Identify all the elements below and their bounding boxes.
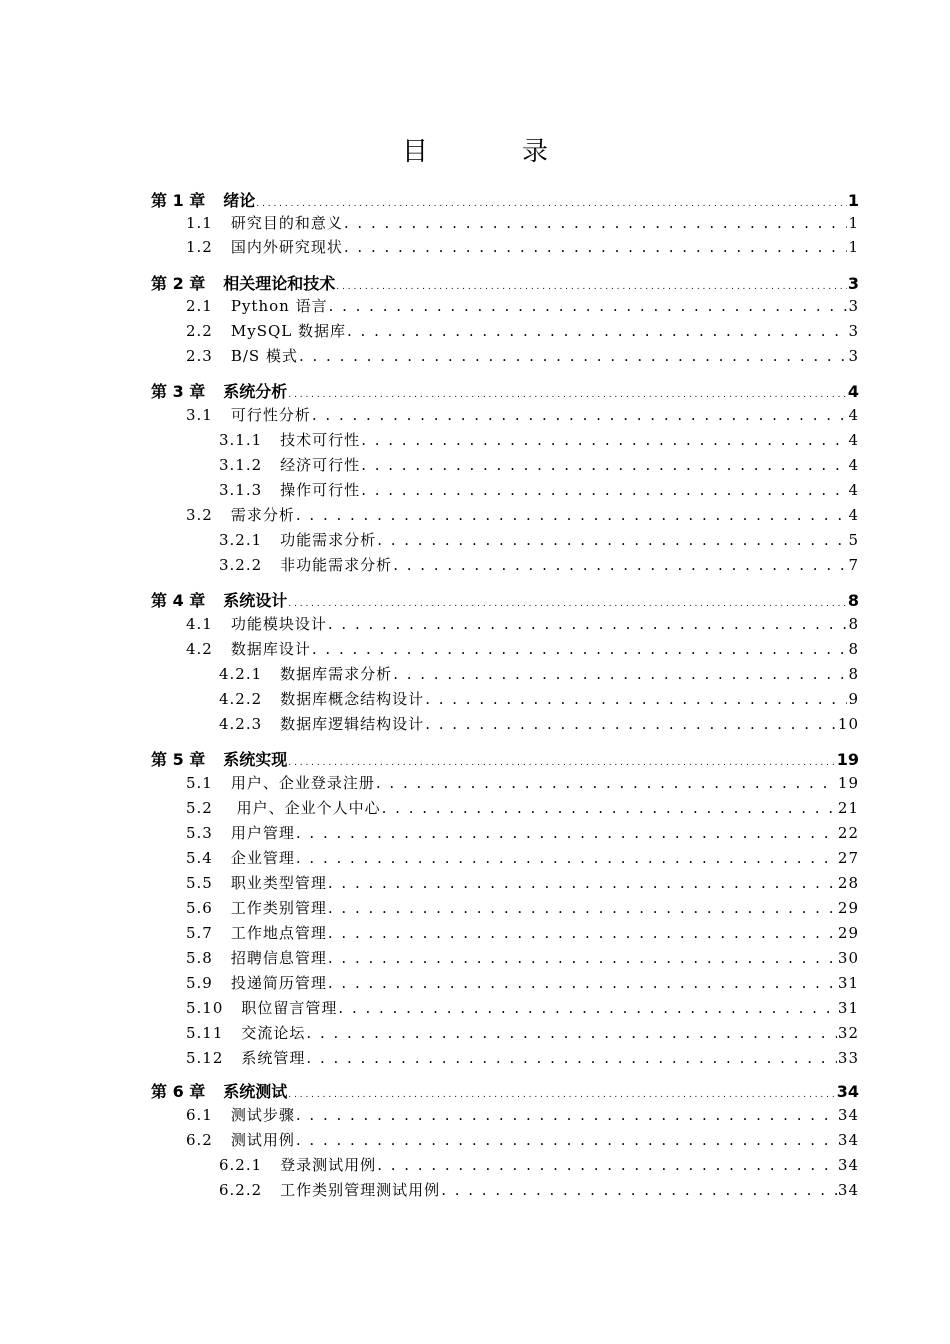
- toc-entry-label: 登录测试用例: [280, 1156, 377, 1174]
- toc-page-number: 34: [837, 1181, 859, 1199]
- toc-entry-title: [186, 972, 327, 993]
- toc-leader-dots: [328, 949, 837, 967]
- toc-leader-dots: [288, 599, 847, 609]
- toc-leader-dots: [382, 799, 837, 817]
- toc-entry-title: [151, 588, 287, 611]
- toc-leader-dots: [328, 924, 837, 942]
- toc-entry-label: Python 语言: [230, 297, 328, 315]
- toc-entry-label: 非功能需求分析: [280, 556, 393, 574]
- toc-entry-title: [186, 504, 295, 525]
- toc-entry-number: 5.2: [186, 799, 213, 817]
- toc-entry-title: [186, 847, 295, 868]
- toc-entry[interactable]: [219, 1154, 859, 1178]
- toc-page-number: 30: [837, 949, 859, 967]
- toc-entry[interactable]: [219, 529, 859, 553]
- toc-entry-title: [186, 1104, 295, 1125]
- toc-entry-number: 5.1: [186, 774, 213, 792]
- toc-entry-title: [219, 688, 424, 709]
- toc-leader-dots: [328, 874, 837, 892]
- toc-entry[interactable]: [151, 188, 859, 212]
- toc-entry-label: 功能模块设计: [230, 615, 327, 633]
- toc-entry-title: [186, 1022, 305, 1043]
- toc-page-number: 31: [837, 974, 859, 992]
- toc-entry[interactable]: [186, 922, 859, 946]
- toc-entry-number: 第 4 章: [151, 591, 206, 610]
- toc-entry-number: 5.6: [186, 899, 213, 917]
- toc-entry[interactable]: [186, 972, 859, 996]
- toc-page-number: 3: [848, 297, 859, 315]
- toc-entry-title: [186, 638, 311, 659]
- toc-entry-label: 国内外研究现状: [230, 238, 343, 256]
- toc-entry[interactable]: [151, 271, 859, 295]
- toc-entry[interactable]: [219, 554, 859, 578]
- toc-entry-label: 工作类别管理测试用例: [280, 1181, 441, 1199]
- toc-entry[interactable]: [219, 429, 859, 453]
- toc-page-number: 31: [837, 999, 859, 1017]
- toc-page-number: 1: [847, 191, 859, 210]
- toc-leader-dots: [361, 456, 847, 474]
- toc-page-number: 8: [847, 591, 859, 610]
- toc-entry[interactable]: [219, 479, 859, 503]
- toc-entry-number: 1.1: [186, 214, 213, 232]
- toc-page-number: 4: [848, 406, 859, 424]
- toc-page-number: 9: [848, 690, 859, 708]
- toc-leader-dots: [296, 824, 837, 842]
- toc-leader-dots: [425, 690, 847, 708]
- toc-entry-title: [186, 897, 327, 918]
- toc-entry-title: [186, 212, 343, 233]
- toc-entry-title: [219, 713, 424, 734]
- toc-entry-number: 4.2.2: [219, 690, 263, 708]
- toc-entry-number: 2.2: [186, 322, 213, 340]
- toc-entry-title: [186, 295, 328, 316]
- toc-page-number: 29: [837, 899, 859, 917]
- toc-page-number: 22: [837, 824, 859, 842]
- toc-leader-dots: [296, 849, 837, 867]
- toc-leader-dots: [296, 1131, 837, 1149]
- toc-entry-label: 用户、企业个人中心: [230, 799, 381, 817]
- toc-entry-number: 6.2.2: [219, 1181, 263, 1199]
- toc-entry-title: [219, 429, 360, 450]
- toc-page-number: 7: [848, 556, 859, 574]
- toc-page-number: 29: [837, 924, 859, 942]
- toc-leader-dots: [336, 282, 847, 292]
- toc-page-number: 5: [848, 531, 859, 549]
- toc-entry-number: 4.2.1: [219, 665, 263, 683]
- toc-leader-dots: [256, 199, 847, 209]
- toc-leader-dots: [312, 640, 848, 658]
- toc-entry[interactable]: [186, 345, 859, 369]
- toc-entry[interactable]: [186, 997, 859, 1021]
- toc-entry-label: 数据库逻辑结构设计: [280, 715, 425, 733]
- toc-page-number: 8: [848, 665, 859, 683]
- toc-page-number: 1: [848, 214, 859, 232]
- toc-entry-label: 需求分析: [230, 506, 295, 524]
- toc-leader-dots: [344, 214, 848, 232]
- toc-entry-title: [186, 922, 327, 943]
- toc-page-number: 33: [837, 1049, 859, 1067]
- toc-leader-dots: [288, 1090, 835, 1100]
- toc-entry-number: 5.9: [186, 974, 213, 992]
- toc-page-number: 34: [837, 1106, 859, 1124]
- toc-page-number: 1: [848, 238, 859, 256]
- toc-entry[interactable]: [186, 947, 859, 971]
- toc-entry-title: [219, 479, 360, 500]
- toc-entry-title: [219, 529, 376, 550]
- toc-leader-dots: [288, 390, 847, 400]
- toc-leader-dots: [296, 506, 848, 524]
- toc-entry-title: [151, 271, 335, 294]
- toc-entry-label: 可行性分析: [230, 406, 311, 424]
- toc-page-number: 34: [837, 1156, 859, 1174]
- toc-entry-number: 3.1.2: [219, 456, 263, 474]
- toc-page-number: 27: [837, 849, 859, 867]
- toc-leader-dots: [376, 774, 837, 792]
- toc-entry[interactable]: [186, 897, 859, 921]
- toc-leader-dots: [296, 1106, 837, 1124]
- toc-entry-number: 第 2 章: [151, 274, 206, 293]
- toc-page-number: 4: [848, 481, 859, 499]
- toc-entry-label: 测试步骤: [230, 1106, 295, 1124]
- toc-entry-title: [151, 1079, 287, 1102]
- toc-entry-number: 5.11: [186, 1024, 224, 1042]
- toc-entry-number: 3.2: [186, 506, 213, 524]
- toc-entry-title: [151, 747, 287, 770]
- toc-entry-title: [186, 997, 337, 1018]
- toc-entry[interactable]: [186, 320, 859, 344]
- toc-entry-number: 2.3: [186, 347, 213, 365]
- toc-entry-label: 测试用例: [230, 1131, 295, 1149]
- toc-entry-number: 第 1 章: [151, 191, 206, 210]
- toc-entry-title: [219, 554, 392, 575]
- toc-entry-label: 工作地点管理: [230, 924, 327, 942]
- toc-entry[interactable]: [186, 847, 859, 871]
- toc-entry-number: 5.8: [186, 949, 213, 967]
- toc-entry-title: [151, 188, 255, 211]
- toc-entry-number: 3.2.1: [219, 531, 263, 549]
- toc-entry-number: 5.12: [186, 1049, 224, 1067]
- toc-entry-number: 5.7: [186, 924, 213, 942]
- toc-page-number: 8: [848, 615, 859, 633]
- toc-entry-label: 功能需求分析: [280, 531, 377, 549]
- toc-entry[interactable]: [219, 663, 859, 687]
- toc-entry-label: 职业类型管理: [230, 874, 327, 892]
- toc-entry[interactable]: [219, 1179, 859, 1203]
- toc-entry-label: MySQL 数据库: [230, 322, 346, 340]
- toc-entry[interactable]: [151, 588, 859, 612]
- toc-leader-dots: [299, 347, 847, 365]
- toc-leader-dots: [361, 431, 847, 449]
- toc-entry-label: 相关理论和技术: [223, 274, 336, 293]
- toc-page-number: 4: [848, 506, 859, 524]
- toc-entry-number: 4.1: [186, 615, 213, 633]
- toc-entry[interactable]: [219, 713, 859, 737]
- toc-entry-number: 3.1.3: [219, 481, 263, 499]
- toc-entry-number: 6.1: [186, 1106, 213, 1124]
- toc-entry-label: 数据库设计: [230, 640, 311, 658]
- toc-entry-label: 经济可行性: [280, 456, 361, 474]
- toc-entry-title: [186, 1047, 305, 1068]
- toc-page-number: 34: [836, 1082, 859, 1101]
- toc-entry-label: 系统实现: [223, 750, 288, 769]
- toc-entry[interactable]: [186, 236, 859, 260]
- toc-page-number: 3: [848, 322, 859, 340]
- toc-entry-label: 企业管理: [230, 849, 295, 867]
- toc-entry-number: 第 6 章: [151, 1082, 206, 1101]
- toc-leader-dots: [306, 1049, 836, 1067]
- toc-entry-label: 系统分析: [223, 382, 288, 401]
- toc-entry-number: 1.2: [186, 238, 213, 256]
- toc-entry[interactable]: [186, 1104, 859, 1128]
- toc-page-number: 4: [848, 456, 859, 474]
- toc-entry-title: [186, 404, 311, 425]
- toc-page-number: 32: [837, 1024, 859, 1042]
- toc-entry[interactable]: [151, 379, 859, 403]
- toc-entry[interactable]: [219, 454, 859, 478]
- toc-leader-dots: [328, 615, 848, 633]
- toc-entry-label: 招聘信息管理: [230, 949, 327, 967]
- toc-entry-number: 3.1: [186, 406, 213, 424]
- toc-leader-dots: [441, 1181, 837, 1199]
- toc-entry-title: [186, 772, 375, 793]
- toc-entry-title: [186, 872, 327, 893]
- toc-entry-number: 第 5 章: [151, 750, 206, 769]
- toc-page-number: 3: [848, 347, 859, 365]
- toc-entry[interactable]: [186, 822, 859, 846]
- toc-entry[interactable]: [186, 295, 859, 319]
- toc-entry-label: 数据库概念结构设计: [280, 690, 425, 708]
- toc-entry-title: [186, 797, 381, 818]
- toc-entry-title: [219, 1179, 440, 1200]
- toc-entry-label: 交流论坛: [241, 1024, 306, 1042]
- toc-entry[interactable]: [186, 1022, 859, 1046]
- toc-entry-label: 用户管理: [230, 824, 295, 842]
- toc-entry-title: [219, 454, 360, 475]
- toc-page-number: 34: [837, 1131, 859, 1149]
- toc-entry-label: 操作可行性: [280, 481, 361, 499]
- toc-page-number: 10: [837, 715, 859, 733]
- toc-page-number: 3: [847, 274, 859, 293]
- toc-entry-label: 投递简历管理: [230, 974, 327, 992]
- toc-entry-label: 系统管理: [241, 1049, 306, 1067]
- toc-page-number: 4: [847, 382, 859, 401]
- toc-entry[interactable]: [186, 504, 859, 528]
- toc-leader-dots: [338, 999, 836, 1017]
- toc-page-number: 19: [837, 774, 859, 792]
- toc-page-number: 19: [836, 750, 859, 769]
- toc-entry[interactable]: [186, 1047, 859, 1071]
- toc-leader-dots: [344, 238, 848, 256]
- toc-entry-number: 5.4: [186, 849, 213, 867]
- toc-entry-label: 系统测试: [223, 1082, 288, 1101]
- toc-entry[interactable]: [151, 1079, 859, 1103]
- toc-entry-title: [219, 663, 392, 684]
- toc-entry-title: [186, 822, 295, 843]
- toc-entry-title: [151, 379, 287, 402]
- toc-page-number: 21: [837, 799, 859, 817]
- toc-entry-label: 绪论: [223, 191, 256, 210]
- toc-entry[interactable]: [186, 638, 859, 662]
- toc-entry[interactable]: [186, 797, 859, 821]
- toc-entry[interactable]: [186, 404, 859, 428]
- toc-entry-number: 3.1.1: [219, 431, 263, 449]
- toc-entry-title: [186, 947, 327, 968]
- toc-entry-label: 职位留言管理: [241, 999, 338, 1017]
- toc-leader-dots: [425, 715, 837, 733]
- toc-leader-dots: [393, 665, 847, 683]
- toc-leader-dots: [393, 556, 847, 574]
- toc-leader-dots: [347, 322, 847, 340]
- toc-entry-title: [219, 1154, 376, 1175]
- toc-entry-label: 数据库需求分析: [280, 665, 393, 683]
- toc-page-number: 4: [848, 431, 859, 449]
- toc-leader-dots: [328, 974, 837, 992]
- page-title: 目 录: [401, 137, 582, 167]
- toc-entry[interactable]: [186, 613, 859, 637]
- toc-entry-label: 用户、企业登录注册: [230, 774, 375, 792]
- toc-entry-number: 6.2: [186, 1131, 213, 1149]
- toc-entry-label: 工作类别管理: [230, 899, 327, 917]
- toc-entry[interactable]: [186, 872, 859, 896]
- toc-entry-title: [186, 236, 343, 257]
- toc-entry[interactable]: [219, 688, 859, 712]
- toc-entry-number: 5.5: [186, 874, 213, 892]
- toc-leader-dots: [312, 406, 848, 424]
- toc-entry-title: [186, 345, 298, 366]
- toc-leader-dots: [377, 1156, 837, 1174]
- toc-entry-number: 5.10: [186, 999, 224, 1017]
- toc-entry-number: 第 3 章: [151, 382, 206, 401]
- toc-leader-dots: [328, 899, 837, 917]
- toc-leader-dots: [361, 481, 847, 499]
- toc-entry-number: 5.3: [186, 824, 213, 842]
- toc-entry-label: 研究目的和意义: [230, 214, 343, 232]
- toc-leader-dots: [288, 758, 835, 768]
- toc-entry[interactable]: [151, 747, 859, 771]
- toc-page-number: 28: [837, 874, 859, 892]
- toc-leader-dots: [306, 1024, 836, 1042]
- toc-entry-number: 6.2.1: [219, 1156, 263, 1174]
- toc-leader-dots: [329, 297, 848, 315]
- toc-entry-title: [186, 320, 346, 341]
- toc-entry-label: B/S 模式: [230, 347, 298, 365]
- toc-entry-number: 4.2: [186, 640, 213, 658]
- toc-entry[interactable]: [186, 772, 859, 796]
- toc-entry-title: [186, 1129, 295, 1150]
- toc-leader-dots: [377, 531, 847, 549]
- toc-entry-label: 技术可行性: [280, 431, 361, 449]
- toc-entry[interactable]: [186, 212, 859, 236]
- toc-entry-number: 3.2.2: [219, 556, 263, 574]
- toc-entry-title: [186, 613, 327, 634]
- toc-entry-label: 系统设计: [223, 591, 288, 610]
- toc-entry-number: 2.1: [186, 297, 213, 315]
- toc-page-number: 8: [848, 640, 859, 658]
- toc-entry[interactable]: [186, 1129, 859, 1153]
- toc-entry-number: 4.2.3: [219, 715, 263, 733]
